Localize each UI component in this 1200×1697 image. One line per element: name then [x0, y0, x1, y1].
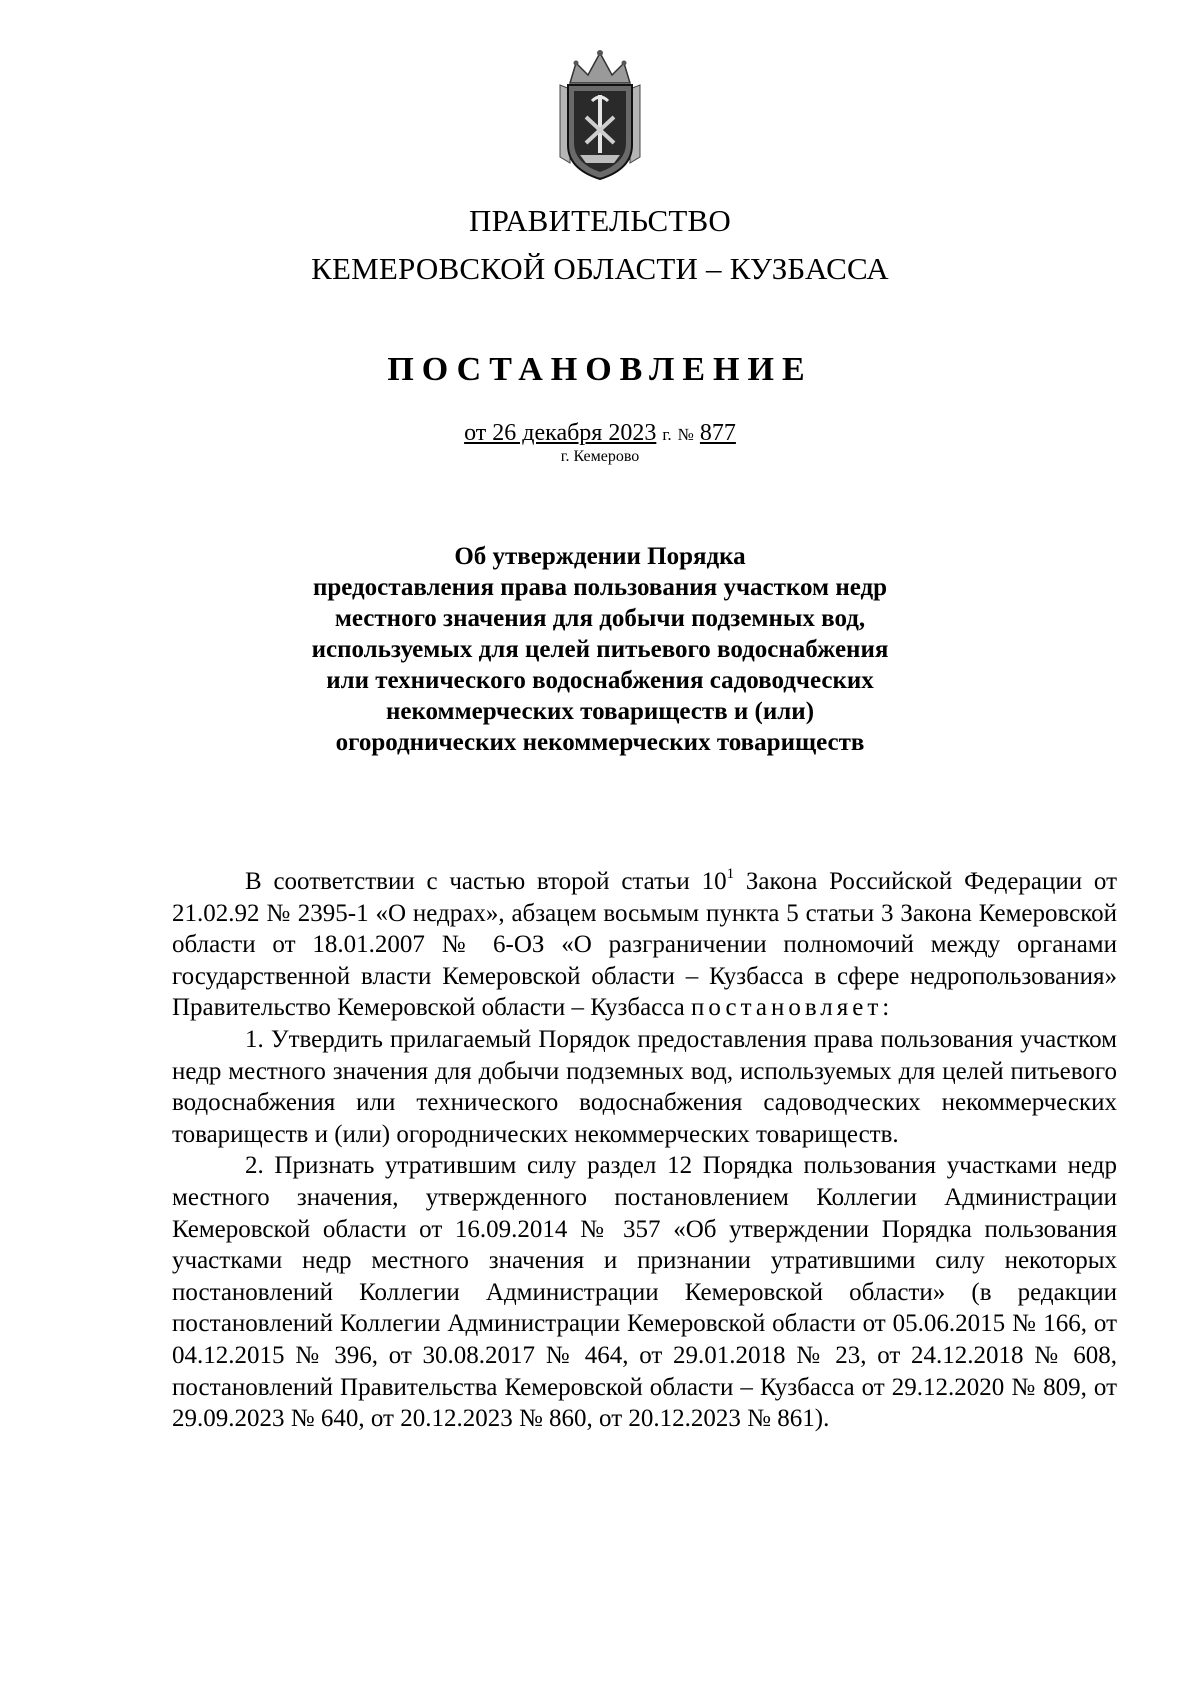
preamble-text-rest: Закона Российской Федерации от 21.02.92 № 2395-1 «О недрах», абзацем восьмым пункта 5 статьи 3 Закона Кемеровской области от 18.01.2007 № 6-ОЗ «О разграничении полномочий между органами государственной власти Кемеровской области – Кузбасса в сфере недропользования» Правительство Кемеровской области – Кузбасса	[172, 868, 1118, 1022]
coat-of-arms-emblem	[550, 45, 650, 185]
preamble-paragraph	[172, 866, 1117, 1024]
government-name-line2: КЕМЕРОВСКОЙ ОБЛАСТИ – КУЗБАССА	[311, 251, 889, 286]
subject-line: местного значения для добычи подземных вод,	[334, 605, 866, 632]
date-number-line	[0, 418, 1200, 450]
number-sign: №	[677, 425, 694, 444]
issue-city: г. Кемерово	[560, 448, 640, 465]
subject-line: Об утверждении Порядка	[454, 543, 746, 570]
subject-line: некоммерческих товариществ и (или)	[385, 698, 815, 725]
document-subject	[0, 541, 1200, 758]
clause-1-paragraph: 1. Утвердить прилагаемый Порядок предоставления права пользования участком недр местного значения для добычи подземных вод, используемых для целей питьевого водоснабжения или технического водоснабжения садоводческих некоммерческих товариществ и (или) огороднических некоммерческих товариществ.	[172, 1025, 1117, 1148]
document-body	[172, 866, 1117, 1435]
document-number: 877	[699, 420, 736, 446]
clause-2-paragraph: 2. Признать утратившим силу раздел 12 Порядка пользования участками недр местного значения, утвержденного постановлением Коллегии Администрации Кемеровской области от 16.09.2014 № 357 «Об утверждении Порядка пользования участками недр местного значения и признании утратившими силу некоторых постановлений Коллегии Администрации Кемеровской области» (в редакции постановлений Коллегии Администрации Кемеровской области от 05.06.2015 № 166, от 04.12.2015 № 396, от 30.08.2017 № 464, от 29.01.2018 № 23, от 24.12.2018 № 608, постановлений Правительства Кемеровской области – Кузбасса от 29.12.2020 № 809, от 29.09.2023 № 640, от 20.12.2023 № 860, от 20.12.2023 № 861).	[172, 1152, 1117, 1433]
document-date: от 26 декабря 2023	[464, 420, 657, 446]
subject-line: огороднических некоммерческих товариществ	[335, 729, 865, 756]
year-suffix: г.	[662, 425, 672, 444]
preamble-text-start: В соответствии с частью второй статьи 10	[245, 868, 727, 895]
subject-line: предоставления права пользования участком недр	[312, 574, 888, 601]
resolves-word: постановляет:	[691, 994, 894, 1022]
subject-line: используемых для целей питьевого водоснабжения	[311, 636, 889, 663]
document-type-title: ПОСТАНОВЛЕНИЕ	[387, 351, 813, 388]
government-name-line1: ПРАВИТЕЛЬСТВО	[469, 203, 731, 238]
article-superscript: 1	[726, 865, 735, 882]
subject-line: или технического водоснабжения садоводческих	[326, 667, 874, 694]
